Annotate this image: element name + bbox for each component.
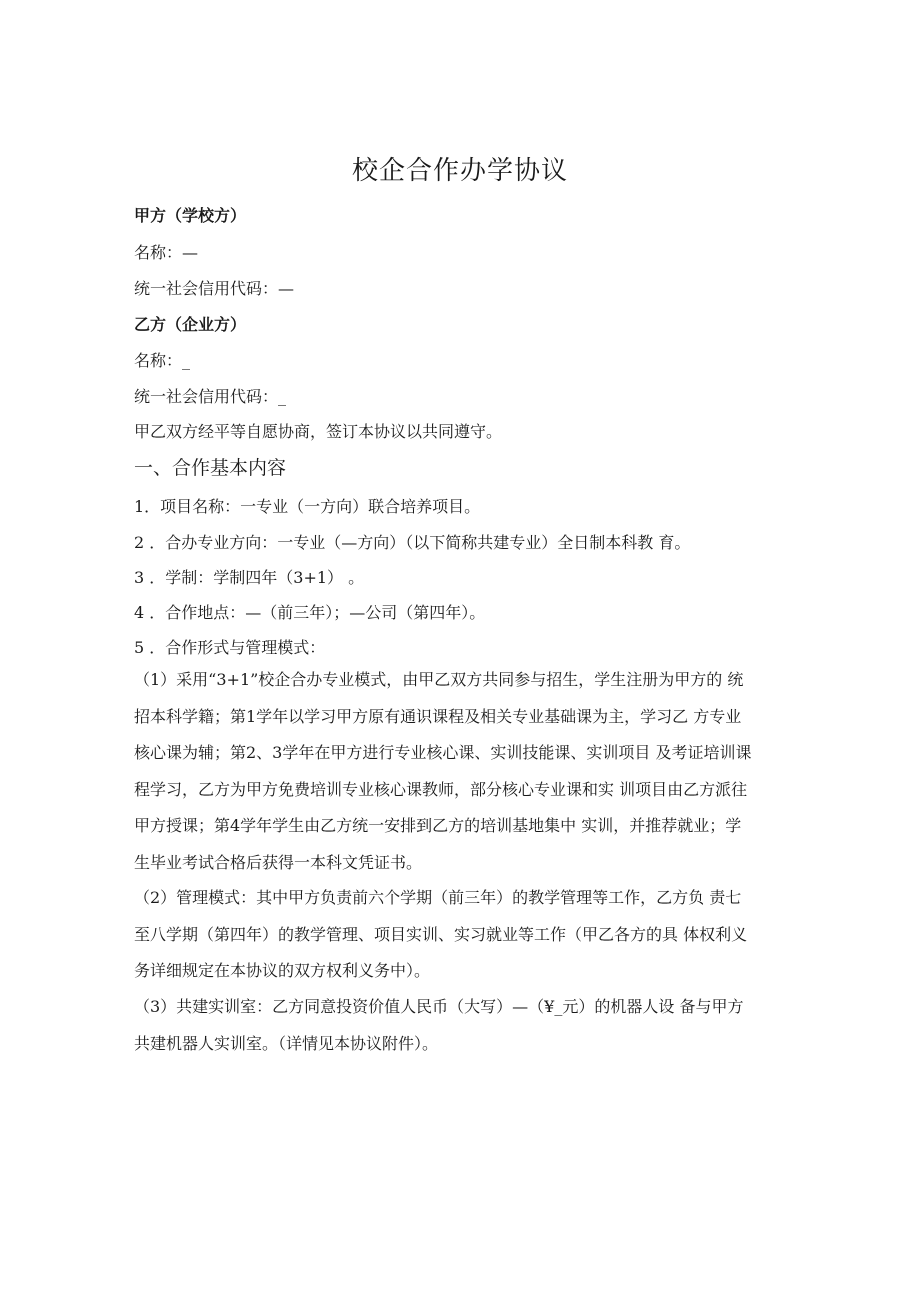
party-b-credit-code: 统一社会信用代码：_ bbox=[134, 387, 287, 406]
party-a-credit-code: 统一社会信用代码：— bbox=[134, 279, 295, 298]
party-a-name: 名称：— bbox=[134, 243, 199, 262]
paragraph-line: 核心课为辅；第2、3学年在甲方进行专业核心课、实训技能课、实训项目 及考证培训课 bbox=[134, 743, 752, 762]
list-item: 5 ．合作形式与管理模式： bbox=[134, 638, 326, 657]
paragraph-line: 至八学期（第四年）的教学管理、项目实训、实习就业等工作（甲乙各方的具 体权利义 bbox=[134, 924, 748, 944]
paragraph-line: （1）采用“3+1”校企合办专业模式，由甲乙双方共同参与招生，学生注册为甲方的 统 bbox=[134, 670, 744, 689]
paragraph-line: （2）管理模式：其中甲方负责前六个学期（前三年）的教学管理等工作，乙方负 责七 bbox=[134, 888, 742, 907]
paragraph-line: 程学习，乙方为甲方免费培训专业核心课教师，部分核心专业课和实 训项目由乙方派往 bbox=[134, 779, 748, 799]
list-item: 3 ．学制：学制四年（3+1） 。 bbox=[134, 568, 365, 587]
party-a-heading: 甲方（学校方） bbox=[134, 206, 247, 225]
list-item: 1．项目名称：一专业（一方向）联合培养项目。 bbox=[134, 497, 481, 516]
paragraph-line: 甲方授课；第4学年学生由乙方统一安排到乙方的培训基地集中 实训，并推荐就业；学 bbox=[134, 816, 742, 835]
paragraph-line: （3）共建实训室：乙方同意投资价值人民币（大写）—（¥_元）的机器人设 备与甲方 bbox=[134, 997, 744, 1016]
paragraph-line: 生毕业考试合格后获得一本科文凭证书。 bbox=[134, 852, 423, 872]
list-item: 4 ．合作地点：—（前三年）；—公司（第四年）。 bbox=[134, 603, 486, 622]
party-b-heading: 乙方（企业方） bbox=[134, 315, 247, 334]
section-heading: 一、合作基本内容 bbox=[134, 457, 287, 479]
paragraph-line: 共建机器人实训室。（详情见本协议附件）。 bbox=[134, 1033, 439, 1053]
subitem-paragraph-3 bbox=[134, 989, 788, 1062]
party-b-name: 名称：_ bbox=[134, 351, 191, 370]
subitem-paragraph-2 bbox=[134, 880, 788, 990]
intro-text: 甲乙双方经平等自愿协商，签订本协议以共同遵守。 bbox=[134, 422, 503, 441]
list-item: 2 ．合办专业方向：一专业（—方向）（以下简称共建专业）全日制本科教 育。 bbox=[134, 533, 691, 552]
subitem-paragraph-1 bbox=[134, 662, 788, 881]
page-title: 校企合作办学协议 bbox=[351, 156, 568, 186]
paragraph-line: 务详细规定在本协议的双方权利义务中）。 bbox=[134, 961, 431, 980]
paragraph-line: 招本科学籍；第1学年以学习甲方原有通识课程及相关专业基础课为主，学习乙 方专业 bbox=[134, 706, 742, 726]
